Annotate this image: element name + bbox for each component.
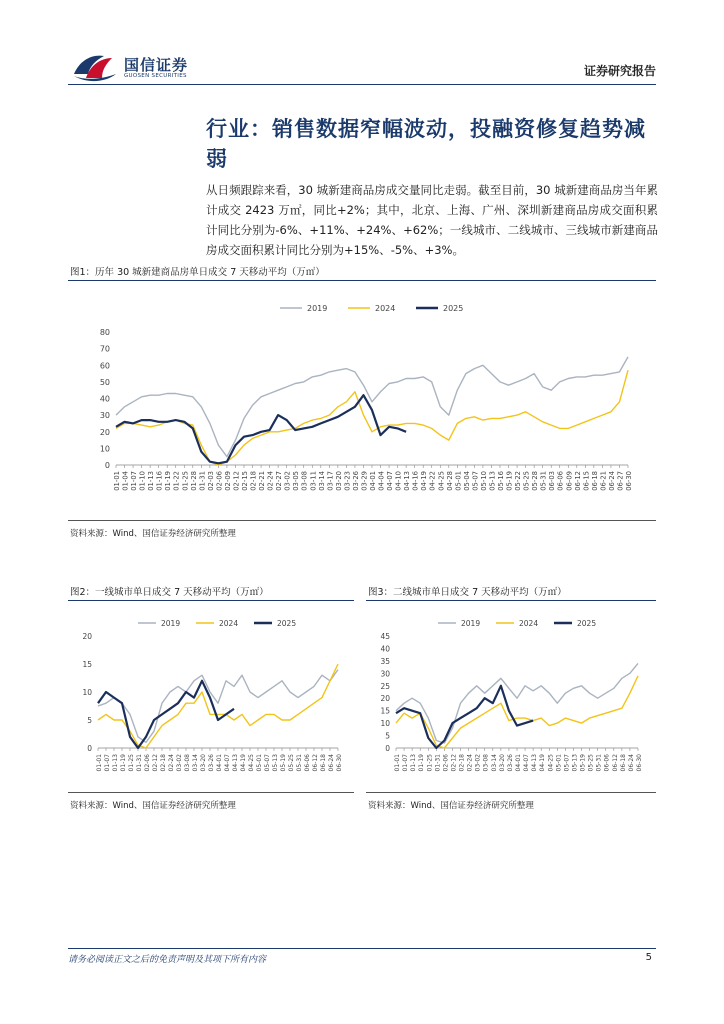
x-tick-label: 02-24 <box>266 471 275 491</box>
y-tick-label: 5 <box>385 731 390 741</box>
x-tick-label: 03-26 <box>506 754 514 772</box>
x-tick-label: 01-22 <box>172 471 181 491</box>
x-tick-label: 03-14 <box>317 471 326 491</box>
x-tick-label: 02-12 <box>232 471 241 491</box>
x-tick-label: 03-14 <box>192 754 199 772</box>
x-tick-label: 05-01 <box>555 754 563 772</box>
x-tick-label: 03-11 <box>309 471 318 491</box>
x-tick-label: 03-20 <box>334 471 343 491</box>
series-line-2025 <box>396 686 533 748</box>
x-tick-label: 03-05 <box>292 471 301 491</box>
legend-label-2024: 2024 <box>375 304 396 313</box>
y-tick-label: 30 <box>99 411 110 421</box>
x-tick-label: 03-26 <box>351 471 360 491</box>
x-tick-label: 06-30 <box>636 754 643 772</box>
x-tick-label: 06-30 <box>625 471 633 491</box>
figure2-bottom-rule <box>68 792 354 793</box>
x-tick-label: 05-31 <box>595 754 603 772</box>
legend-label-2024: 2024 <box>519 619 539 628</box>
x-tick-label: 04-07 <box>523 754 531 772</box>
footer-rule <box>68 948 656 949</box>
x-tick-label: 03-14 <box>490 754 498 772</box>
x-tick-label: 05-16 <box>497 471 505 491</box>
y-tick-label: 15 <box>380 706 390 716</box>
x-tick-label: 01-01 <box>394 754 401 772</box>
y-tick-label: 10 <box>99 444 110 454</box>
x-tick-label: 05-19 <box>505 471 514 491</box>
series-line-2019 <box>396 663 638 743</box>
x-tick-label: 01-25 <box>181 471 190 491</box>
x-tick-label: 02-27 <box>275 471 284 491</box>
figure1-source: 资料来源：Wind、国信证券经济研究所整理 <box>70 529 236 539</box>
x-tick-label: 04-19 <box>539 754 547 772</box>
x-tick-label: 01-31 <box>434 754 442 772</box>
x-tick-label: 02-18 <box>249 471 258 491</box>
chart1 <box>68 290 656 520</box>
company-name: 国信证券 <box>124 56 189 74</box>
x-tick-label: 05-31 <box>296 754 303 772</box>
y-tick-label: 0 <box>104 461 110 470</box>
y-tick-label: 20 <box>99 427 110 437</box>
x-tick-label: 02-12 <box>450 754 458 772</box>
legend-label-2019: 2019 <box>461 619 481 628</box>
x-tick-label: 05-25 <box>522 471 531 491</box>
x-tick-label: 01-28 <box>189 471 198 491</box>
x-tick-label: 04-07 <box>224 754 231 772</box>
x-tick-label: 01-13 <box>410 754 418 772</box>
x-tick-label: 05-19 <box>579 754 587 772</box>
x-tick-label: 05-22 <box>514 471 523 491</box>
x-tick-label: 01-01 <box>113 471 121 491</box>
y-tick-label: 5 <box>87 716 92 725</box>
x-tick-label: 03-02 <box>474 754 482 772</box>
x-tick-label: 01-01 <box>96 754 103 772</box>
x-tick-label: 06-24 <box>607 471 616 491</box>
x-tick-label: 04-19 <box>420 471 429 491</box>
y-tick-label: 50 <box>99 377 110 387</box>
x-tick-label: 01-31 <box>198 471 207 491</box>
y-tick-label: 0 <box>87 744 92 753</box>
x-tick-label: 01-19 <box>120 754 127 772</box>
x-tick-label: 06-24 <box>328 754 335 772</box>
figure2-source: 资料来源：Wind、国信证券经济研究所整理 <box>70 801 236 811</box>
legend <box>280 304 463 313</box>
y-tick-label: 35 <box>380 656 390 666</box>
x-tick-label: 06-18 <box>320 754 327 772</box>
x-tick-label: 04-07 <box>386 471 395 491</box>
x-tick-label: 01-16 <box>155 471 164 491</box>
x-tick-label: 05-01 <box>256 754 263 772</box>
x-tick-label: 05-01 <box>454 471 463 491</box>
x-tick-label: 06-18 <box>619 754 627 772</box>
x-tick-label: 04-25 <box>437 471 446 491</box>
y-tick-label: 20 <box>380 694 390 704</box>
x-tick-label: 01-19 <box>164 471 173 491</box>
x-tick-label: 05-07 <box>563 754 571 772</box>
series-line-2024 <box>98 664 338 748</box>
x-tick-label: 04-13 <box>232 754 239 772</box>
x-tick-label: 01-10 <box>138 471 147 491</box>
chart2 <box>68 606 354 792</box>
x-tick-label: 05-19 <box>280 754 287 772</box>
x-tick-label: 06-12 <box>312 754 319 772</box>
x-tick-label: 04-16 <box>411 471 420 491</box>
x-tick-label: 03-17 <box>326 471 335 491</box>
x-tick-label: 06-21 <box>599 471 608 491</box>
x-tick-label: 01-13 <box>147 471 156 491</box>
x-tick-label: 05-25 <box>587 754 595 772</box>
x-tick-label: 04-25 <box>248 754 255 772</box>
y-tick-label: 0 <box>385 744 390 753</box>
series-line-2025 <box>116 395 406 463</box>
intro-paragraph: 从日频跟踪来看，30 城新建商品房成交量同比走弱。截至目前，30 城新建商品房当年累计成交 2423 万㎡，同比+2%；其中，北京、上海、广州、深圳新建商品房成交面积累计同比分别为-6%、+11%、+24%、+62%；一线城市、二线城市、三线城市新建商品房成交面积累计同比分别为+15%、-5%、+3%。 <box>206 183 658 257</box>
series-line-2024 <box>116 370 628 465</box>
x-tick-label: 03-08 <box>184 754 191 772</box>
footer-disclaimer: 请务必阅读正文之后的免责声明及其项下所有内容 <box>68 955 267 965</box>
x-tick-label: 02-06 <box>442 754 450 772</box>
y-tick-label: 40 <box>99 394 110 404</box>
y-tick-label: 45 <box>380 632 390 641</box>
x-tick-label: 05-28 <box>531 471 540 491</box>
x-tick-label: 03-08 <box>300 471 309 491</box>
figure1-top-rule <box>68 280 656 281</box>
x-tick-label: 02-18 <box>458 754 466 772</box>
legend <box>138 619 296 628</box>
x-tick-label: 05-07 <box>264 754 271 772</box>
figure3-source: 资料来源：Wind、国信证券经济研究所整理 <box>368 801 534 811</box>
x-tick-label: 03-29 <box>360 471 369 491</box>
y-tick-label: 80 <box>99 328 110 337</box>
x-tick-label: 05-13 <box>488 471 497 491</box>
x-tick-label: 04-01 <box>515 754 522 772</box>
x-tick-label: 03-02 <box>283 471 292 491</box>
x-tick-label: 04-01 <box>216 754 223 772</box>
x-tick-label: 02-06 <box>215 471 224 491</box>
figure1-title: 图1：历年 30 城新建商品房单日成交 7 天移动平均（万㎡） <box>70 267 325 278</box>
legend-label-2024: 2024 <box>219 619 239 628</box>
figure2-top-rule <box>68 600 354 601</box>
x-tick-label: 02-21 <box>258 471 267 491</box>
series-line-2019 <box>98 670 338 743</box>
y-tick-label: 30 <box>380 669 390 679</box>
x-tick-label: 01-07 <box>130 471 139 491</box>
x-tick-label: 01-07 <box>104 754 111 772</box>
x-tick-label: 04-01 <box>369 471 377 491</box>
legend-label-2025: 2025 <box>277 619 297 628</box>
report-type: 证券研究报告 <box>583 64 656 78</box>
y-tick-label: 25 <box>380 681 390 691</box>
x-tick-label: 01-31 <box>136 754 143 772</box>
x-tick-label: 05-13 <box>272 754 279 772</box>
figure3-top-rule <box>366 600 656 601</box>
x-tick-label: 05-25 <box>288 754 295 772</box>
y-tick-label: 40 <box>380 644 390 654</box>
x-tick-label: 06-24 <box>627 754 635 772</box>
x-tick-label: 04-13 <box>531 754 539 772</box>
x-tick-label: 04-04 <box>377 471 386 491</box>
y-tick-label: 60 <box>99 361 110 371</box>
x-tick-label: 02-15 <box>241 471 249 491</box>
section-title: 行业：销售数据窄幅波动，投融资修复趋势减弱 <box>206 117 646 171</box>
x-tick-label: 01-19 <box>418 754 426 772</box>
y-tick-label: 15 <box>82 660 92 669</box>
figure2-title: 图2：一线城市单日成交 7 天移动平均（万㎡） <box>70 587 269 598</box>
x-tick-label: 04-22 <box>428 471 437 491</box>
x-tick-label: 03-26 <box>208 754 215 772</box>
x-tick-label: 01-25 <box>128 754 135 772</box>
x-tick-label: 03-20 <box>200 754 207 772</box>
x-tick-label: 06-12 <box>573 471 582 491</box>
x-tick-label: 04-28 <box>445 471 454 491</box>
page-number: 5 <box>645 952 652 963</box>
x-tick-label: 06-12 <box>611 754 619 772</box>
figure3-bottom-rule <box>366 792 656 793</box>
chart3 <box>366 606 656 792</box>
x-tick-label: 05-13 <box>571 754 579 772</box>
legend-label-2019: 2019 <box>161 619 181 628</box>
x-tick-label: 06-03 <box>548 471 557 491</box>
x-tick-label: 03-23 <box>343 471 352 491</box>
x-tick-label: 04-13 <box>403 471 412 491</box>
x-tick-label: 06-09 <box>565 471 574 491</box>
series-line-2019 <box>116 357 628 457</box>
x-tick-label: 01-13 <box>112 754 119 772</box>
x-tick-label: 04-25 <box>547 754 555 772</box>
y-tick-label: 70 <box>99 344 110 354</box>
x-tick-label: 02-06 <box>144 754 151 772</box>
y-tick-label: 10 <box>82 688 92 697</box>
x-tick-label: 03-02 <box>176 754 183 772</box>
x-tick-label: 02-18 <box>160 754 167 772</box>
legend-label-2025: 2025 <box>577 619 597 628</box>
x-tick-label: 02-24 <box>466 754 474 772</box>
x-tick-label: 06-30 <box>336 754 343 772</box>
x-tick-label: 01-07 <box>402 754 410 772</box>
series-line-2024 <box>396 676 638 748</box>
x-tick-label: 02-12 <box>152 754 159 772</box>
x-tick-label: 02-03 <box>206 471 215 491</box>
x-tick-label: 05-07 <box>471 471 480 491</box>
x-tick-label: 06-06 <box>304 754 311 772</box>
x-tick-label: 03-08 <box>482 754 490 772</box>
x-tick-label: 01-04 <box>121 471 130 491</box>
legend-label-2019: 2019 <box>307 304 328 313</box>
header-rule <box>68 84 656 85</box>
y-tick-label: 10 <box>380 719 390 729</box>
x-tick-label: 06-06 <box>556 471 565 491</box>
legend <box>438 619 596 628</box>
x-tick-label: 04-19 <box>240 754 247 772</box>
legend-label-2025: 2025 <box>443 304 464 313</box>
x-tick-label: 02-24 <box>168 754 175 772</box>
x-tick-label: 02-09 <box>223 471 232 491</box>
x-tick-label: 06-27 <box>616 471 625 491</box>
x-tick-label: 03-20 <box>498 754 506 772</box>
company-name-en: GUOSEN SECURITIES <box>124 73 187 79</box>
x-tick-label: 05-10 <box>479 471 488 491</box>
x-tick-label: 04-10 <box>394 471 403 491</box>
figure3-title: 图3：二线城市单日成交 7 天移动平均（万㎡） <box>368 587 567 598</box>
x-tick-label: 06-15 <box>582 471 591 491</box>
y-tick-label: 20 <box>82 632 92 641</box>
x-tick-label: 05-04 <box>462 471 471 491</box>
x-tick-label: 05-31 <box>539 471 548 491</box>
figure1-bottom-rule <box>68 520 656 521</box>
x-tick-label: 06-06 <box>603 754 611 772</box>
x-tick-label: 01-25 <box>426 754 434 772</box>
x-tick-label: 06-18 <box>590 471 599 491</box>
